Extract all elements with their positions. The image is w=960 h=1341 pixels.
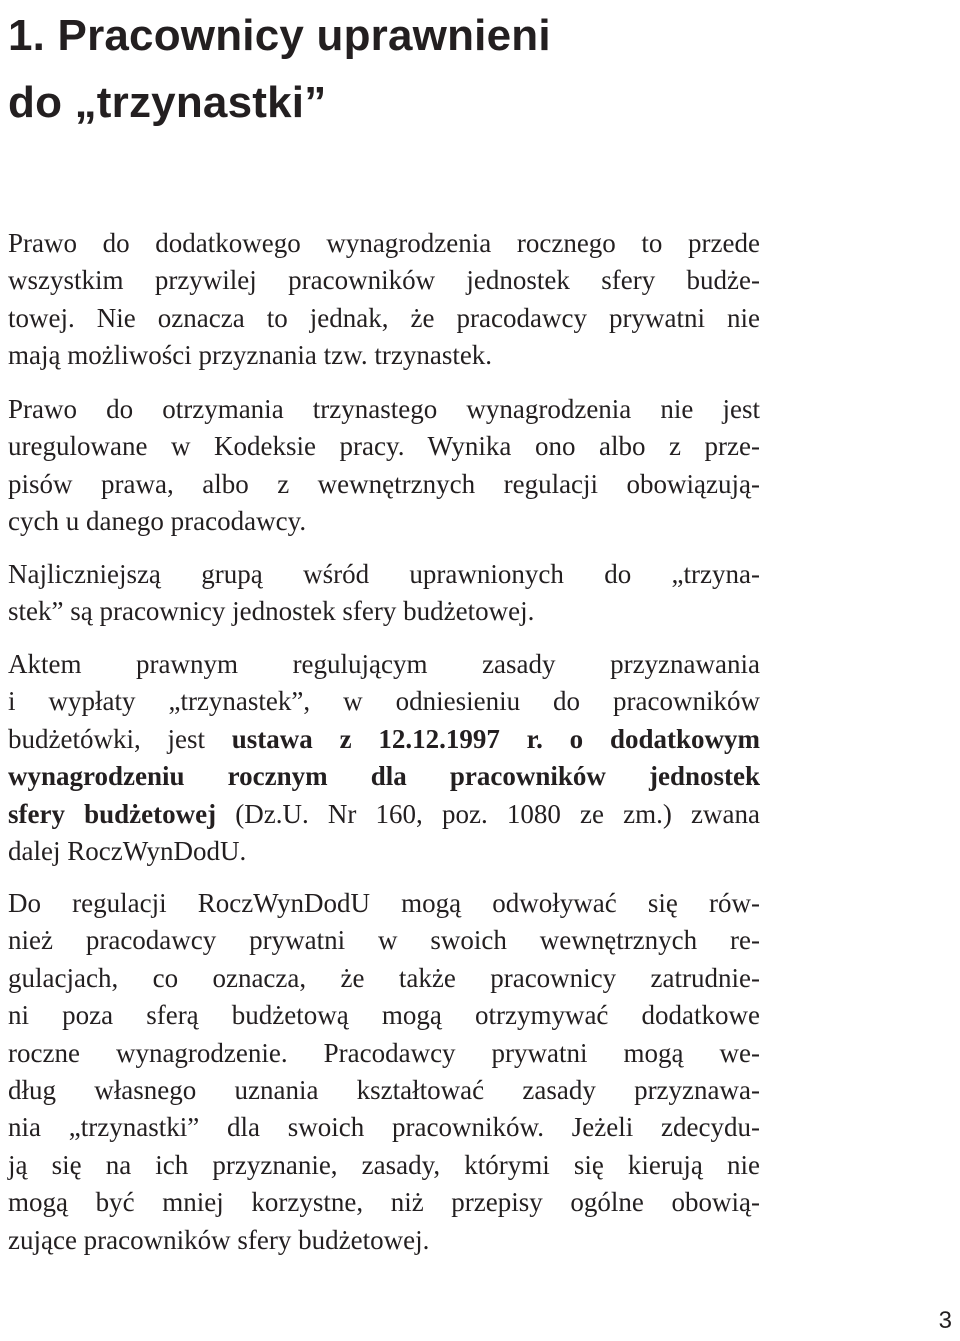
paragraph-line: Do regulacji RoczWynDodU mogą odwoływać się rów- <box>8 888 760 918</box>
paragraph-4 <box>8 646 760 870</box>
paragraph-line: towej. Nie oznacza to jednak, że pracodawcy prywatni nie <box>8 302 760 333</box>
paragraph-line: gulacjach, co oznacza, że także pracownicy zatrudnie- <box>8 962 760 993</box>
paragraph-line: nia „trzynastki” dla swoich pracowników. Jeżeli zdecydu- <box>8 1112 760 1143</box>
paragraph-line: ją się na ich przyznanie, zasady, którymi się kierują nie <box>8 1149 760 1180</box>
paragraph-line: Aktem prawnym regulującym zasady przyznawania <box>8 649 760 679</box>
act-title-bold: wynagrodzeniu rocznym dla pracowników jednostek <box>8 761 760 792</box>
paragraph-line: uregulowane w Kodeksie pracy. Wynika ono albo z prze- <box>8 431 760 462</box>
paragraph-line: ni poza sferą budżetową mogą otrzymywać dodatkowe <box>8 1000 760 1031</box>
paragraph-line: stek” są pracownicy jednostek sfery budżetowej. <box>8 596 535 627</box>
act-title-bold: ustawa z 12.12.1997 r. o dodatkowym <box>231 723 760 754</box>
page-number: 3 <box>938 1307 952 1334</box>
paragraph-line: mogą być mniej korzystne, niż przepisy ogólne obowią- <box>8 1187 760 1218</box>
paragraph-line <box>8 758 760 795</box>
paragraph-line: roczne wynagrodzenie. Pracodawcy prywatni mogą we- <box>8 1037 760 1068</box>
paragraph-line: nież pracodawcy prywatni w swoich wewnętrznych re- <box>8 925 760 956</box>
paragraph-line: Prawo do otrzymania trzynastego wynagrodzenia nie jest <box>8 394 760 424</box>
legal-citation: (Dz.U. Nr 160, poz. 1080 ze zm.) zwana <box>216 798 760 829</box>
chapter-title-line-1: 1. Pracownicy uprawnieni <box>8 11 551 60</box>
paragraph-5 <box>8 885 760 1259</box>
paragraph-line: Najliczniejszą grupą wśród uprawnionych do „trzyna- <box>8 559 760 589</box>
paragraph-line: mają możliwości przyznania tzw. trzynastek. <box>8 340 493 371</box>
paragraph-line: wszystkim przywilej pracowników jednostek sfery budże- <box>8 265 760 296</box>
paragraph-line: pisów prawa, albo z wewnętrznych regulacji obowiązują- <box>8 468 760 499</box>
paragraph-line: Prawo do dodatkowego wynagrodzenia rocznego to przede <box>8 228 760 258</box>
paragraph-line <box>8 796 760 833</box>
paragraph-line: zujące pracowników sfery budżetowej. <box>8 1224 430 1255</box>
paragraph-line: i wypłaty „trzynastek”, w odniesieniu do pracowników <box>8 686 760 717</box>
paragraph-text: budżetówki, jest <box>8 723 232 754</box>
paragraph-2 <box>8 391 760 541</box>
chapter-title-line-2: do „trzynastki” <box>8 78 327 127</box>
paragraph-line <box>8 721 760 758</box>
paragraph-1 <box>8 225 760 375</box>
paragraph-line: dalej RoczWynDodU. <box>8 836 247 867</box>
chapter-title <box>8 2 908 136</box>
paragraph-3 <box>8 556 760 631</box>
paragraph-line: cych u danego pracodawcy. <box>8 506 307 537</box>
act-title-bold: sfery budżetowej <box>8 798 217 829</box>
paragraph-line: dług własnego uznania kształtować zasady przyznawa- <box>8 1075 760 1106</box>
